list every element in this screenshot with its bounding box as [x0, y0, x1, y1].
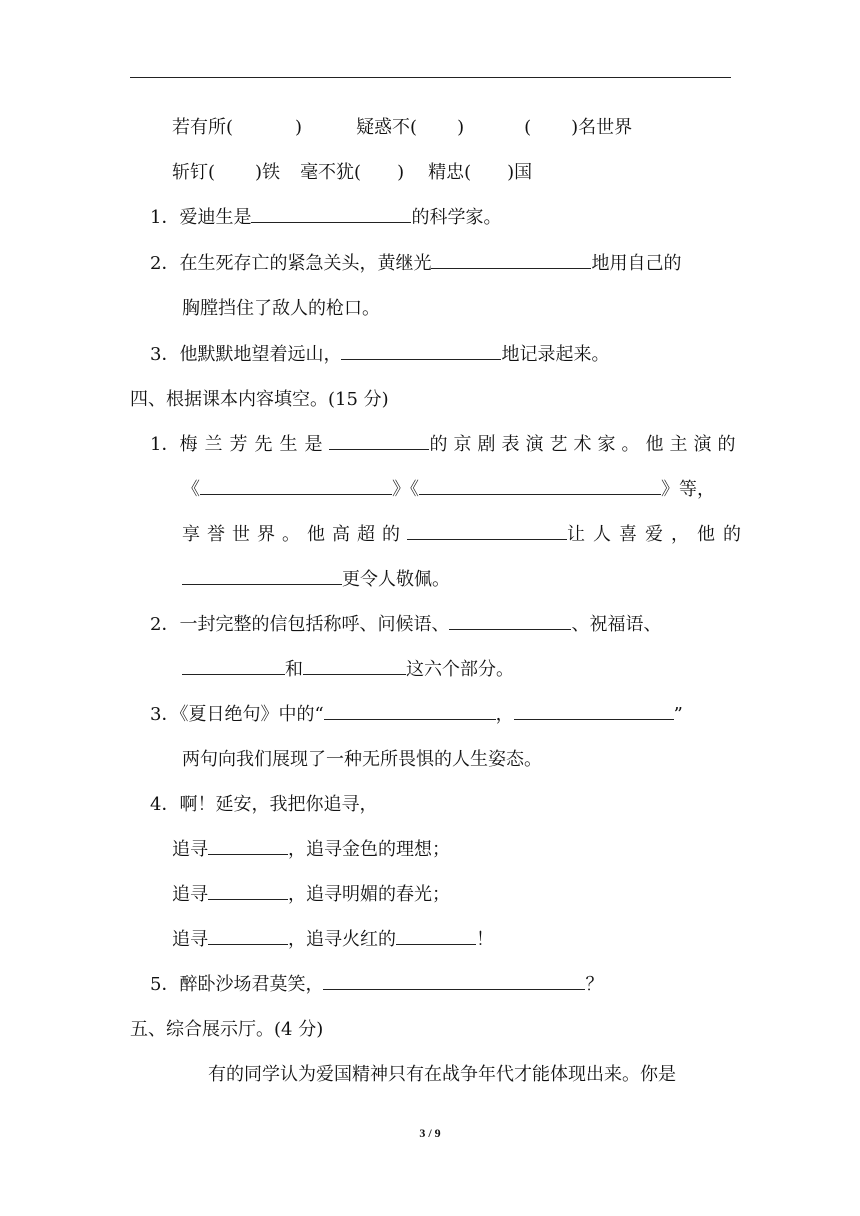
answer-blank[interactable]: [323, 971, 585, 990]
item-text: ”: [673, 704, 683, 725]
answer-blank[interactable]: [514, 701, 674, 720]
answer-blank[interactable]: [182, 656, 285, 675]
s4-item-4: [150, 791, 377, 819]
item-text: 更令人敬佩。: [342, 569, 450, 590]
item-text: 》等，: [661, 479, 715, 500]
item-text: 、祝福语、: [571, 614, 662, 635]
idiom-text: 毫不犹(: [300, 162, 362, 183]
page-number: 3 / 9: [419, 1126, 441, 1140]
item-text: ，: [495, 704, 514, 725]
idiom-text: ): [397, 162, 405, 183]
answer-blank[interactable]: [208, 836, 288, 855]
item-number: 3．: [150, 344, 180, 365]
section-5-title: 五、综合展示厅。(4 分): [130, 1019, 324, 1040]
answer-blank[interactable]: [341, 341, 501, 360]
idiom-row-2: [172, 159, 532, 187]
s4-item-4-line4: [172, 926, 494, 954]
item-text: 一封完整的信包括称呼、问候语、: [179, 614, 450, 635]
s4-item-4-line3: [172, 881, 450, 909]
item-number: 2．: [150, 614, 180, 635]
q3-item-3: [150, 341, 609, 369]
idiom-text: (: [524, 117, 532, 138]
item-text: 在生死存亡的紧急关头，黄继光: [179, 253, 432, 274]
answer-blank[interactable]: [407, 521, 567, 540]
answer-blank[interactable]: [449, 611, 571, 630]
item-text: 追寻: [172, 839, 208, 860]
answer-blank[interactable]: [329, 431, 429, 450]
s4-item-4-line2: [172, 836, 450, 864]
item-text: 的科学家。: [411, 207, 502, 228]
answer-blank[interactable]: [396, 926, 476, 945]
section-4-title: 四、根据课本内容填空。(15 分): [130, 389, 389, 410]
answer-blank[interactable]: [419, 476, 661, 495]
idiom-text: ): [295, 117, 303, 138]
item-number: 4．: [150, 794, 180, 815]
item-text: 《夏日绝句》中的“: [179, 704, 324, 725]
s4-item-5: [150, 971, 603, 999]
item-text: 的京剧表演艺术家。他主演的: [429, 434, 742, 455]
item-text: 爱迪生是: [179, 207, 252, 228]
item-text: 这六个部分。: [406, 659, 514, 680]
item-text: 啊！延安，我把你追寻，: [179, 794, 378, 815]
item-number: 5．: [150, 974, 180, 995]
item-text: 醉卧沙场君莫笑，: [179, 974, 324, 995]
item-text: 追寻: [172, 884, 208, 905]
item-text: 《: [182, 479, 200, 500]
item-text: ？: [585, 974, 604, 995]
q3-item-2-line2: 胸膛挡住了敌人的枪口。: [182, 298, 380, 319]
s4-item-3-line2: 两句向我们展现了一种无所畏惧的人生姿态。: [182, 749, 542, 770]
item-text: 地记录起来。: [501, 344, 610, 365]
s4-item-1-line4: [182, 566, 450, 594]
item-text: 让人喜爱，他的: [567, 524, 749, 545]
item-text: ，追寻火红的: [288, 929, 396, 950]
item-text: ，追寻金色的理想；: [288, 839, 450, 860]
s4-item-1: [150, 431, 741, 459]
item-text: 享誉世界。他高超的: [182, 524, 407, 545]
answer-blank[interactable]: [324, 701, 496, 720]
answer-blank[interactable]: [208, 881, 288, 900]
answer-blank[interactable]: [208, 926, 288, 945]
item-text: 》《: [392, 479, 419, 500]
answer-blank[interactable]: [431, 250, 591, 269]
idiom-text: 精忠(: [428, 162, 472, 183]
item-text: 追寻: [172, 929, 208, 950]
section-5-text: 有的同学认为爱国精神只有在战争年代才能体现出来。你是: [208, 1064, 676, 1085]
item-number: 1．: [150, 207, 180, 228]
idiom-text: 若有所(: [172, 117, 234, 138]
s4-item-3: [150, 701, 683, 729]
s4-item-1-line3: [182, 521, 749, 549]
header-rule: [130, 77, 731, 78]
idiom-text: 斩钉(: [172, 162, 216, 183]
answer-blank[interactable]: [303, 656, 406, 675]
q3-item-1: [150, 204, 501, 232]
idiom-text: ): [457, 117, 465, 138]
idiom-text: )铁: [255, 162, 281, 183]
idiom-row-1: [172, 114, 632, 142]
item-number: 1．: [150, 434, 180, 455]
item-number: 3．: [150, 704, 180, 725]
item-text: 地用自己的: [591, 253, 682, 274]
s4-item-1-line2: [182, 476, 715, 504]
q3-item-2: [150, 250, 681, 278]
idiom-text: 疑惑不(: [356, 117, 418, 138]
item-text: 和: [285, 659, 303, 680]
item-text: 他默默地望着远山，: [179, 344, 342, 365]
answer-blank[interactable]: [200, 476, 392, 495]
s4-item-2: [150, 611, 661, 639]
item-number: 2．: [150, 253, 180, 274]
item-text: ！: [476, 929, 494, 950]
idiom-text: )名世界: [571, 117, 633, 138]
item-text: 梅兰芳先生是: [179, 434, 330, 455]
s4-item-2-line2: [182, 656, 514, 684]
answer-blank[interactable]: [251, 204, 411, 223]
answer-blank[interactable]: [182, 566, 342, 585]
idiom-text: )国: [507, 162, 533, 183]
item-text: ，追寻明媚的春光；: [288, 884, 450, 905]
